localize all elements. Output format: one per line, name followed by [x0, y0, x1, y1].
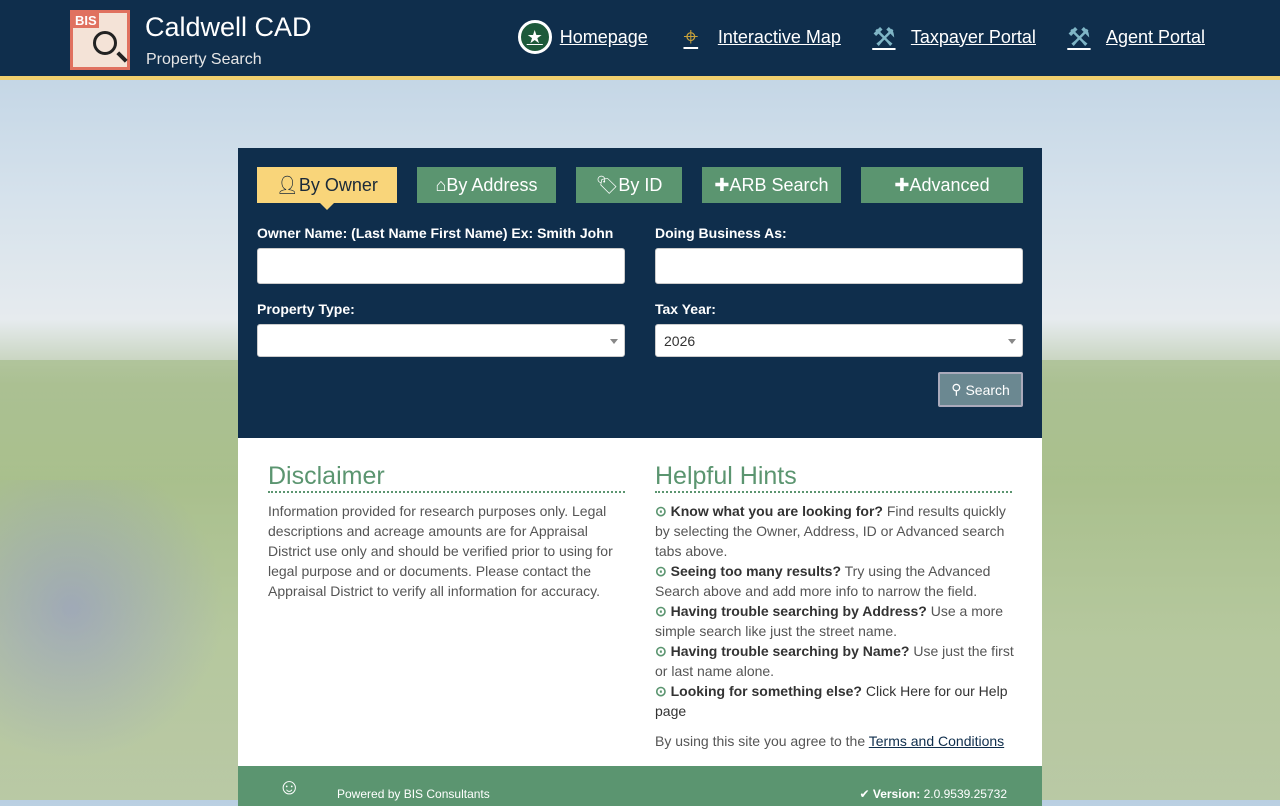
hint-item: ⊙ Having trouble searching by Address? Use a more simple search like just the street name.: [655, 603, 1004, 639]
hint-item: ⊙ Seeing too many results? Try using the Advanced Search above and add more info to narrow the field.: [655, 563, 991, 599]
tag-icon: 🏷︎: [595, 174, 619, 195]
circle-dot-icon: ⊙: [655, 503, 667, 519]
tax-year-label: Tax Year:: [655, 301, 716, 317]
site-title: Caldwell CAD: [145, 12, 312, 42]
user-icon: 👤︎: [276, 174, 299, 195]
hint-item: ⊙ Having trouble searching by Name? Use just the first or last name alone.: [655, 643, 1014, 679]
search-tabs: [257, 167, 1023, 203]
search-icon: ⚲: [951, 381, 962, 397]
tab-by-id[interactable]: 🏷︎ By ID: [576, 167, 682, 203]
circle-dot-icon: ⊙: [655, 603, 667, 619]
hints-list: ⊙ Know what you are looking for? Find results quickly by selecting the Owner, Address, ID or Advanced search tabs above. ⊙ Seeing too many results? Try using the Advanced Search above and add more info to narrow the field. ⊙ Having trouble searching by Address? Use a more simple search like just the street name. ⊙ Having trouble searching by Name? Use just the first or last name alone. ⊙ Looking for something else? Click Here for our Help page By using this site you agree to the Terms and Conditions: [655, 503, 1014, 749]
star-seal-icon: ★: [518, 20, 552, 54]
gavel-icon: ⚒: [1067, 21, 1091, 52]
tax-year-select[interactable]: 2026: [655, 324, 1023, 357]
version-info: ✔ Version: 2.0.9539.25732: [859, 787, 1007, 801]
nav-homepage[interactable]: ★ Homepage: [518, 18, 648, 56]
plus-icon: ✚: [714, 174, 730, 195]
terms-link[interactable]: Terms and Conditions: [868, 733, 1005, 749]
plus-icon: ✚: [894, 174, 910, 195]
property-type-label: Property Type:: [257, 301, 355, 317]
site-footer: [238, 766, 1042, 806]
map-pin-icon: ⌖: [683, 21, 699, 51]
owner-name-label: Owner Name: (Last Name First Name) Ex: Smith John: [257, 225, 614, 241]
tab-arb-search[interactable]: ✚ ARB Search: [702, 167, 841, 203]
check-icon: ✔: [859, 787, 870, 801]
search-button[interactable]: ⚲ Search: [938, 372, 1023, 407]
bis-logo[interactable]: BIS: [70, 10, 130, 70]
disclaimer-text: Information provided for research purposes only. Legal descriptions and acreage amounts are for Appraisal District use only and should be verified prior to using for legal purpose and or documents. Please contact the Appraisal District to verify all information for accuracy.: [268, 503, 613, 599]
top-nav: [518, 18, 1205, 56]
hint-item[interactable]: ⊙ Looking for something else? Click Here for our Help page: [655, 683, 1008, 719]
tab-by-owner[interactable]: 👤︎ By Owner: [257, 167, 397, 203]
bis-mascot-icon: ☺: [278, 774, 301, 799]
owner-name-input[interactable]: [257, 248, 625, 284]
home-icon: ⌂: [435, 174, 447, 195]
nav-agent-portal[interactable]: ⚒ Agent Portal: [1060, 18, 1205, 56]
gavel-icon: ⚒: [872, 21, 896, 52]
property-type-select[interactable]: [257, 324, 625, 357]
circle-dot-icon: ⊙: [655, 563, 667, 579]
background-flowers: [0, 480, 238, 800]
nav-taxpayer-portal[interactable]: ⚒ Taxpayer Portal: [865, 18, 1036, 56]
nav-interactive-map[interactable]: ⌖ Interactive Map: [672, 18, 841, 56]
info-section: [238, 438, 1042, 766]
hint-item: ⊙ Know what you are looking for? Find results quickly by selecting the Owner, Address, ID or Advanced search tabs above.: [655, 503, 1006, 559]
magnifier-icon: [93, 31, 117, 55]
tab-advanced[interactable]: ✚ Advanced: [861, 167, 1023, 203]
site-subtitle: Property Search: [146, 51, 262, 68]
search-panel: [238, 148, 1042, 438]
circle-dot-icon: ⊙: [655, 643, 667, 659]
dba-input[interactable]: [655, 248, 1023, 284]
powered-by: Powered by BIS Consultants: [337, 787, 490, 801]
tab-by-address[interactable]: ⌂ By Address: [417, 167, 556, 203]
dba-label: Doing Business As:: [655, 225, 787, 241]
site-header: [0, 0, 1280, 80]
hints-heading: Helpful Hints: [655, 462, 1012, 493]
disclaimer-heading: Disclaimer: [268, 462, 625, 493]
circle-dot-icon: ⊙: [655, 683, 667, 699]
